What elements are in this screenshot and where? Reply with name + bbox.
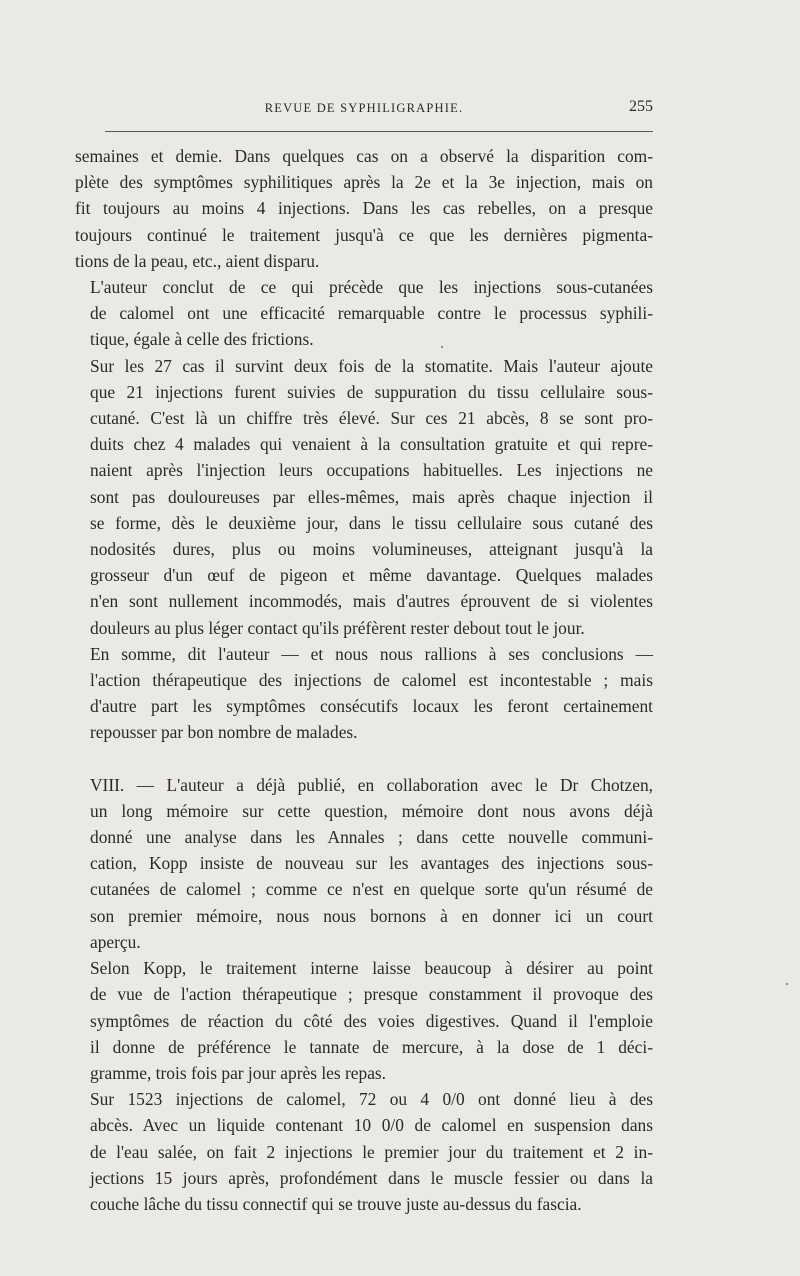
ink-speck xyxy=(786,983,788,985)
text-line: En somme, dit l'auteur — et nous nous rallions à ses conclusions — xyxy=(90,643,653,664)
text-line: VIII. — L'auteur a déjà publié, en collaboration avec le Dr Chotzen, xyxy=(90,774,653,795)
text-line: Selon Kopp, le traitement interne laisse beaucoup à désirer au point xyxy=(90,958,653,979)
text-line: donné une analyse dans les Annales ; dans cette nouvelle communi- xyxy=(90,827,653,848)
text-line: son premier mémoire, nous nous bornons à en donner ici un court xyxy=(90,905,653,926)
text-line: de calomel ont une efficacité remarquable contre le processus syphili- xyxy=(90,303,653,324)
text-line: de vue de l'action thérapeutique ; presque constamment il provoque des xyxy=(90,984,653,1005)
text-line: il donne de préférence le tannate de mercure, à la dose de 1 déci- xyxy=(90,1036,653,1057)
text-line: tique, égale à celle des frictions. xyxy=(90,329,314,350)
text-line: douleurs au plus léger contact qu'ils préfèrent rester debout tout le jour. xyxy=(90,617,585,638)
section-paragraph xyxy=(75,772,653,955)
page-number: 255 xyxy=(629,98,653,115)
text-line: naient après l'injection leurs occupations habituelles. Les injections ne xyxy=(90,460,653,481)
text-line: toujours continué le traitement jusqu'à ce que les dernières pigmenta- xyxy=(75,224,653,245)
text-line: semaines et demie. Dans quelques cas on a observé la disparition com- xyxy=(75,146,653,166)
paragraph xyxy=(75,274,653,353)
text-line: aperçu. xyxy=(90,931,141,952)
text-line: nodosités dures, plus ou moins volumineuses, atteignant jusqu'à la xyxy=(90,539,653,560)
text-line: tions de la peau, etc., aient disparu. xyxy=(75,250,320,271)
paragraph xyxy=(75,641,653,746)
running-title: REVUE DE SYPHILIGRAPHIE. xyxy=(264,101,464,115)
text-line: l'action thérapeutique des injections de calomel est incontestable ; mais xyxy=(90,670,653,691)
ink-speck xyxy=(441,346,443,348)
text-line: un long mémoire sur cette question, mémoire dont nous avons déjà xyxy=(90,800,653,821)
text-line: cation, Kopp insiste de nouveau sur les avantages des injections sous- xyxy=(90,853,653,874)
text-line: plète des symptômes syphilitiques après la 2e et la 3e injection, mais on xyxy=(75,172,653,193)
text-line: fit toujours au moins 4 injections. Dans les cas rebelles, on a presque xyxy=(75,198,653,219)
text-line: que 21 injections furent suivies de suppuration du tissu cellulaire sous- xyxy=(90,381,653,402)
text-line: duits chez 4 malades qui venaient à la consultation gratuite et qui repre- xyxy=(90,434,653,455)
text-line: d'autre part les symptômes consécutifs locaux les feront certainement xyxy=(90,696,653,717)
text-line: abcès. Avec un liquide contenant 10 0/0 de calomel en suspension dans xyxy=(90,1115,653,1136)
header-rule xyxy=(105,131,653,132)
text-line: Sur 1523 injections de calomel, 72 ou 4 0/0 ont donné lieu à des xyxy=(90,1089,653,1110)
text-line: de l'eau salée, on fait 2 injections le premier jour du traitement et 2 in- xyxy=(90,1141,653,1162)
text-line: repousser par bon nombre de malades. xyxy=(90,722,358,743)
text-line: cutané. C'est là un chiffre très élevé. Sur ces 21 abcès, 8 se sont pro- xyxy=(90,408,653,429)
text-line: L'auteur conclut de ce qui précède que les injections sous-cutanées xyxy=(90,277,653,298)
text-line: couche lâche du tissu connectif qui se trouve juste au-dessus du fascia. xyxy=(90,1193,582,1214)
paragraph xyxy=(75,955,653,1086)
text-line: grosseur d'un œuf de pigeon et même davantage. Quelques malades xyxy=(90,565,653,586)
text-line: jections 15 jours après, profondément dans le muscle fessier ou dans la xyxy=(90,1167,653,1188)
text-line: cutanées de calomel ; comme ce n'est en quelque sorte qu'un résumé de xyxy=(90,879,653,900)
text-line: sont pas douloureuses par elles-mêmes, mais après chaque injection il xyxy=(90,486,653,507)
body-text xyxy=(75,143,653,1217)
text-line: Sur les 27 cas il survint deux fois de la stomatite. Mais l'auteur ajoute xyxy=(90,355,653,376)
text-line: gramme, trois fois par jour après les repas. xyxy=(90,1062,387,1083)
paragraph xyxy=(75,1086,653,1217)
page-header xyxy=(75,98,653,120)
text-line: symptômes de réaction du côté des voies digestives. Quand il l'emploie xyxy=(90,1010,653,1031)
paragraph xyxy=(75,143,653,274)
text-line: n'en sont nullement incommodés, mais d'autres éprouvent de si violentes xyxy=(90,591,653,612)
text-line: se forme, dès le deuxième jour, dans le tissu cellulaire sous cutané des xyxy=(90,512,653,533)
paragraph xyxy=(75,353,653,641)
